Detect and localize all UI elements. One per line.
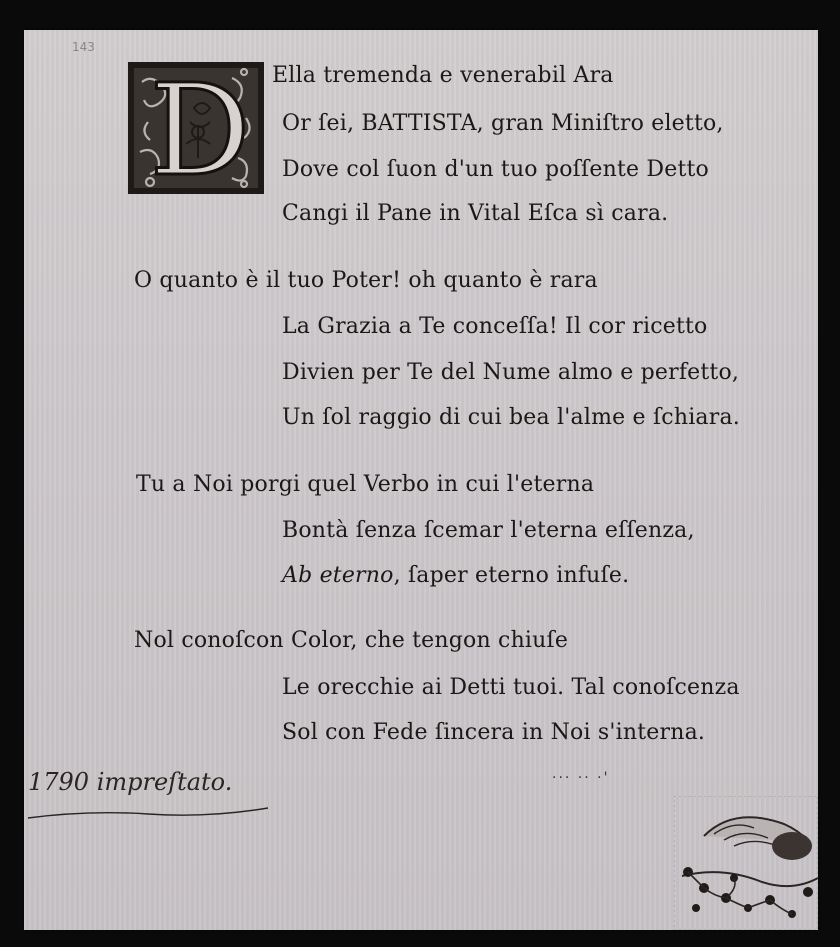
stanza-3-line-1: Tu a Noi porgi quel Verbo in cui l'eterna (136, 472, 595, 497)
printer-marks: ··· ·· ·' (552, 770, 610, 786)
stanza-2-line-4: Un ſol raggio di cui bea l'alme e ſchiara. (282, 405, 740, 430)
stanza-2-line-1: O quanto è il tuo Poter! oh quanto è rara (134, 268, 598, 293)
stanza-4-line-1: Nol conoſcon Color, che tengon chiuſe (134, 628, 569, 653)
decorated-initial-icon (128, 62, 264, 194)
corner-page-number: 143 (72, 40, 95, 54)
svg-text:D: D (149, 62, 251, 194)
paper-sheet (24, 30, 818, 930)
stanza-1-line-1: Ella tremenda e venerabil Ara (272, 63, 614, 88)
stanza-1-line-3: Dove col ſuon d'un tuo poſſente Detto (282, 157, 709, 182)
stanza-2-line-2: La Grazia a Te conceſſa! Il cor ricetto (282, 314, 708, 339)
stanza-1-line-2: Or ſei, BATTISTA, gran Miniſtro eletto, (282, 111, 724, 136)
handwriting-underline (24, 800, 274, 830)
corner-ornament-icon (674, 796, 818, 930)
handwritten-note: 1790 impreſtato. (28, 768, 233, 796)
stanza-2-line-3: Divien per Te del Nume almo e perfetto, (282, 360, 740, 385)
stanza-4-line-2: Le orecchie ai Detti tuoi. Tal conoſcenza (282, 675, 740, 700)
stanza-3-line-3: Ab eterno, ſaper eterno infuſe. (282, 563, 630, 588)
stanza-4-line-3: Sol con Fede ſincera in Noi s'interna. (282, 720, 706, 745)
stanza-3-line-2: Bontà ſenza ſcemar l'eterna eſſenza, (282, 518, 695, 543)
stanza-1-line-4: Cangi il Pane in Vital Eſca sì cara. (282, 201, 669, 226)
